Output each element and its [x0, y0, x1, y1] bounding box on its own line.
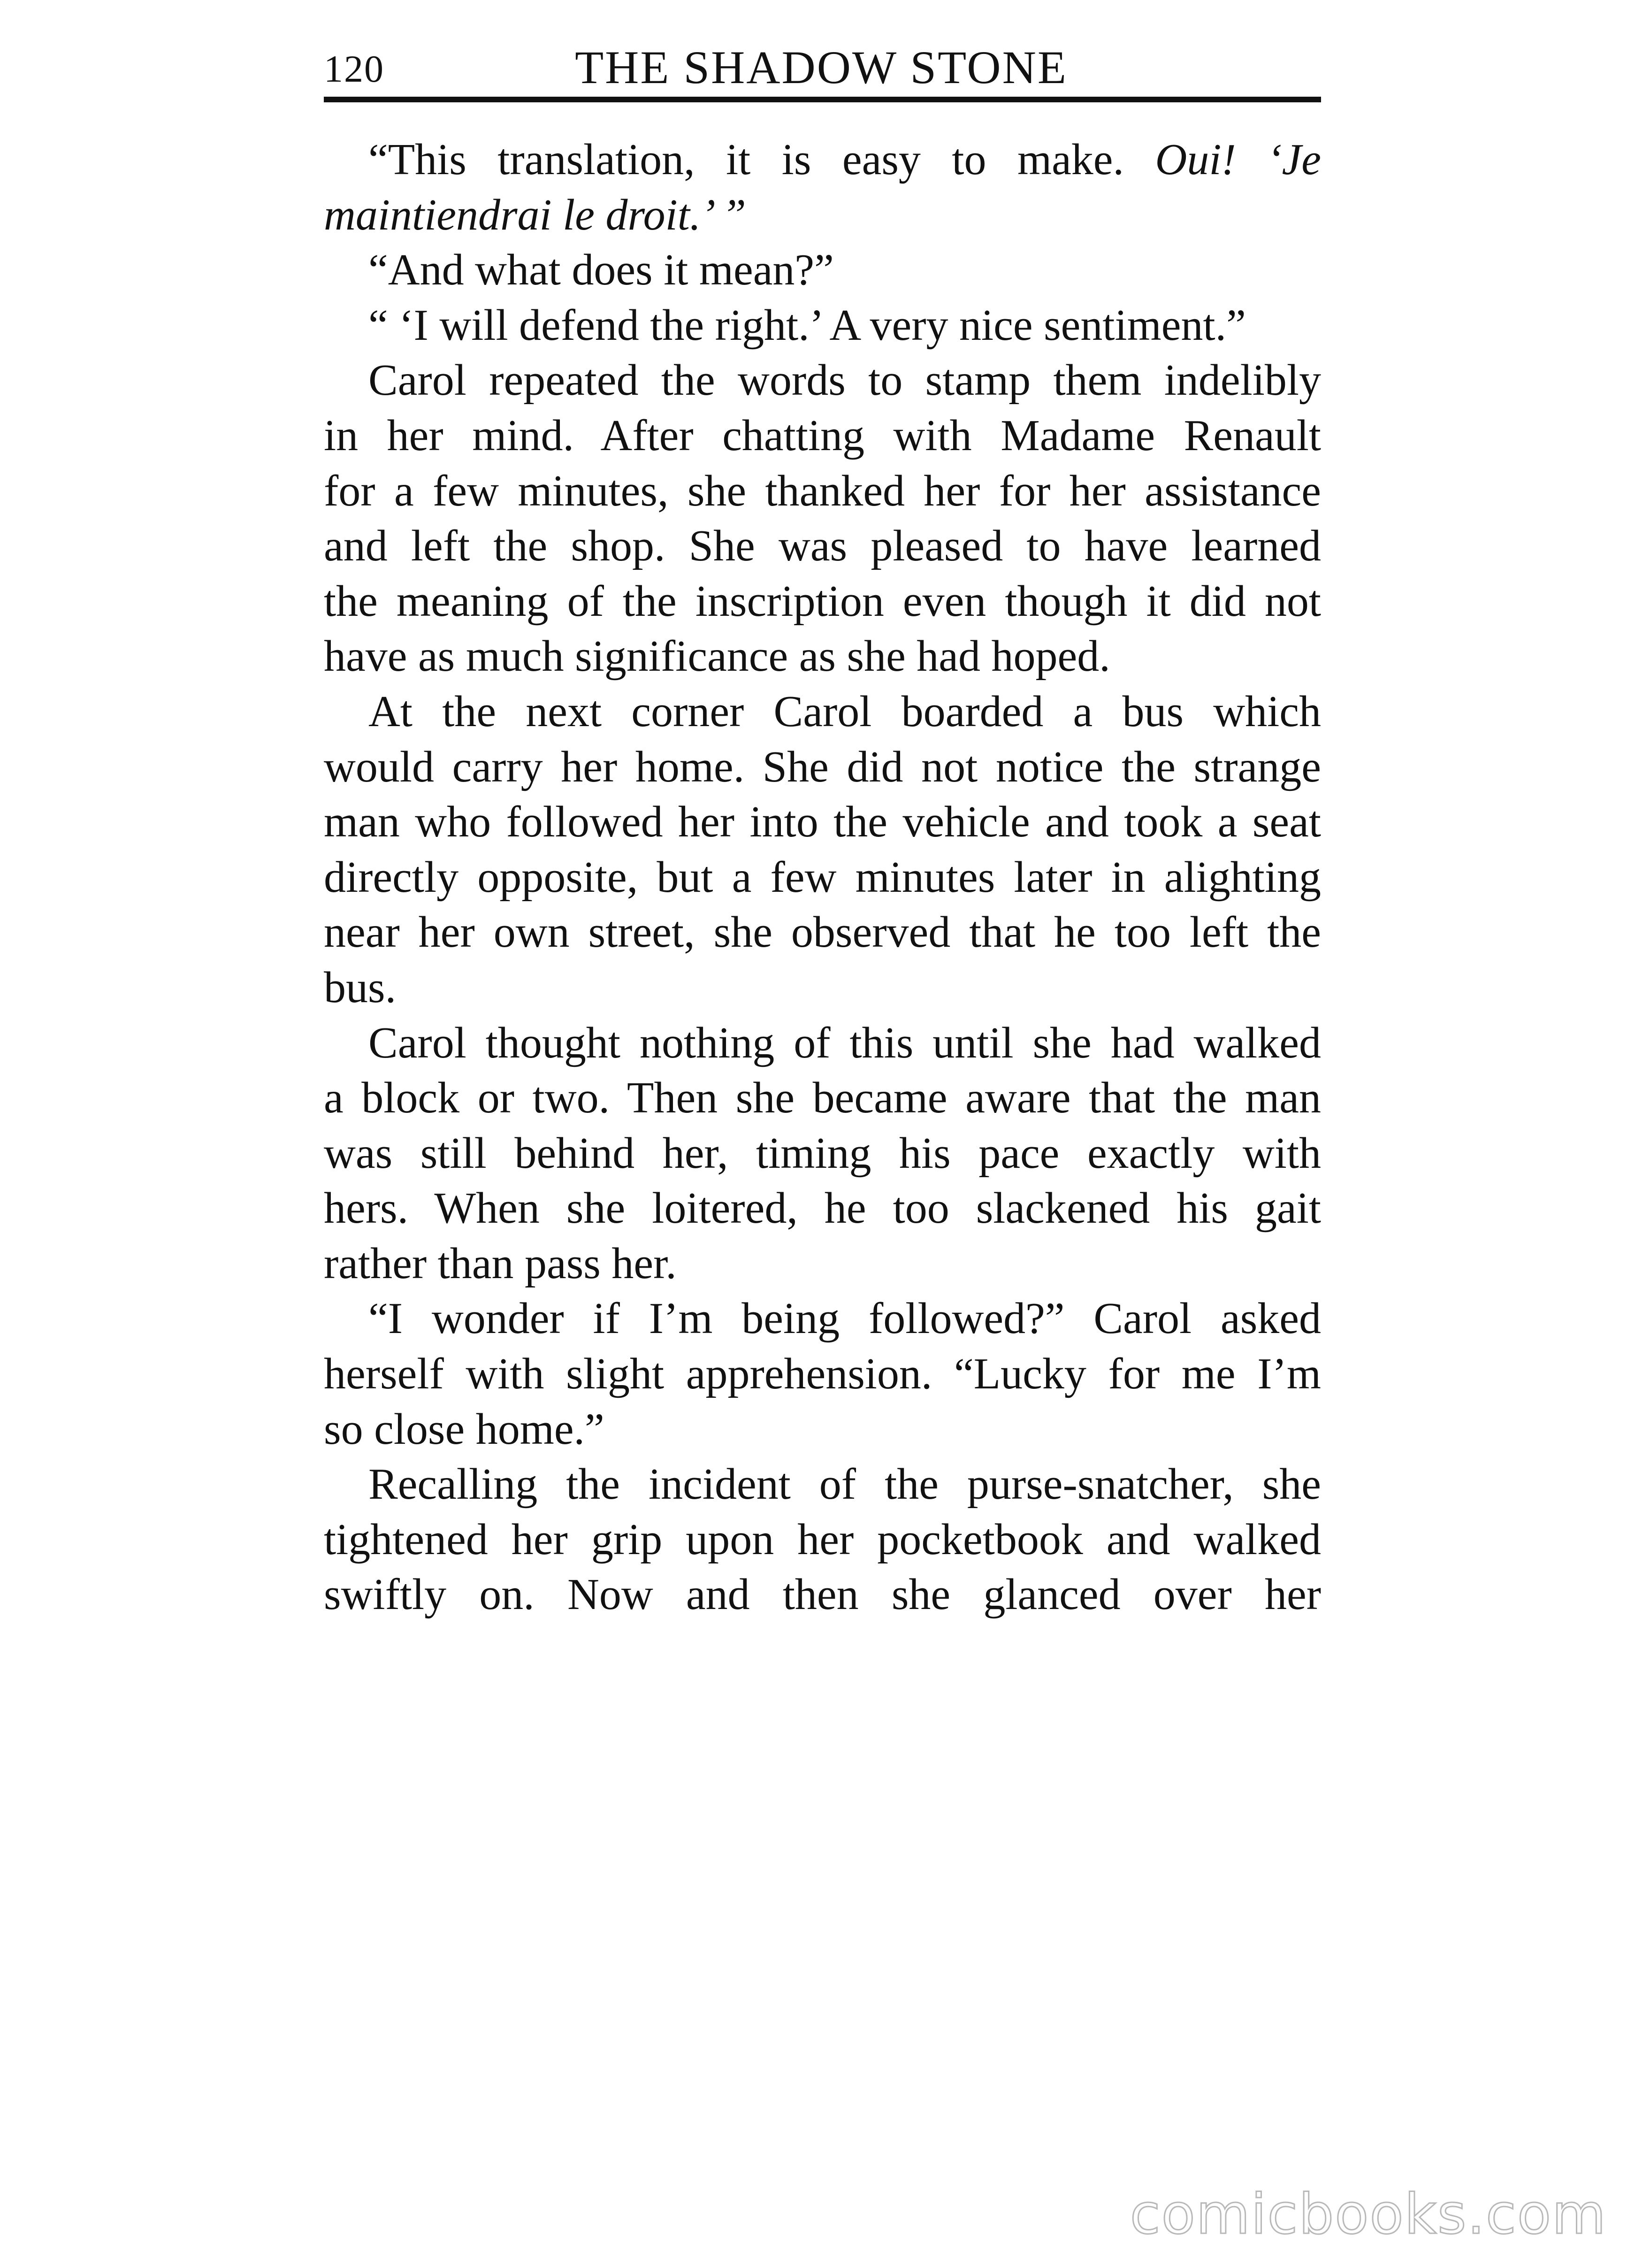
- text-line: Recalling the incident of the purse-snatcher, she: [368, 1460, 1321, 1509]
- text-line: maintiendrai le droit.’ ”: [324, 190, 746, 239]
- header-rule: [324, 97, 1321, 102]
- text-line: directly opposite, but a few minutes later in alighting: [324, 852, 1321, 902]
- running-title: THE SHADOW STONE: [575, 41, 1068, 93]
- text-line: near her own street, she observed that he too left the: [324, 908, 1321, 957]
- text-line: [324, 132, 1321, 188]
- text-line: “And what does it mean?”: [368, 245, 834, 295]
- text-line: bus.: [324, 963, 397, 1012]
- text-line: swiftly on. Now and then she glanced over her: [324, 1570, 1321, 1619]
- text-line: “I wonder if I’m being followed?” Carol asked: [368, 1294, 1321, 1343]
- text-line: “ ‘I will defend the right.’ A very nice sentiment.”: [368, 300, 1246, 350]
- text-line: the meaning of the inscription even though it did not: [324, 576, 1321, 626]
- italic-text-run: Oui! ‘Je: [1155, 135, 1321, 184]
- text-line: hers. When she loitered, he too slackened his gait: [324, 1184, 1321, 1233]
- text-line: man who followed her into the vehicle and took a seat: [324, 797, 1321, 847]
- text-line: tightened her grip upon her pocketbook and walked: [324, 1515, 1321, 1564]
- text-line: and left the shop. She was pleased to have learned: [324, 521, 1321, 571]
- text-line: would carry her home. She did not notice the strange: [324, 742, 1321, 791]
- body-text: [324, 132, 1321, 1623]
- text-line: have as much significance as she had hoped.: [324, 632, 1110, 681]
- text-line: Carol thought nothing of this until she had walked: [368, 1018, 1321, 1067]
- text-line: rather than pass her.: [324, 1239, 677, 1288]
- text-run: “This translation, it is easy to make.: [368, 135, 1124, 184]
- text-line: Carol repeated the words to stamp them indelibly: [368, 356, 1321, 405]
- text-line: for a few minutes, she thanked her for her assistance: [324, 466, 1321, 515]
- text-line: was still behind her, timing his pace exactly with: [324, 1128, 1321, 1178]
- text-line: so close home.”: [324, 1404, 604, 1454]
- text-line: in her mind. After chatting with Madame Renault: [324, 411, 1321, 460]
- watermark: comicbooks.com: [1130, 2182, 1607, 2246]
- running-header: [324, 39, 1319, 100]
- text-line: a block or two. Then she became aware that the man: [324, 1073, 1321, 1123]
- page-number: 120: [324, 47, 384, 90]
- text-line: At the next corner Carol boarded a bus which: [368, 687, 1321, 736]
- text-line: herself with slight apprehension. “Lucky for me I’m: [324, 1349, 1321, 1399]
